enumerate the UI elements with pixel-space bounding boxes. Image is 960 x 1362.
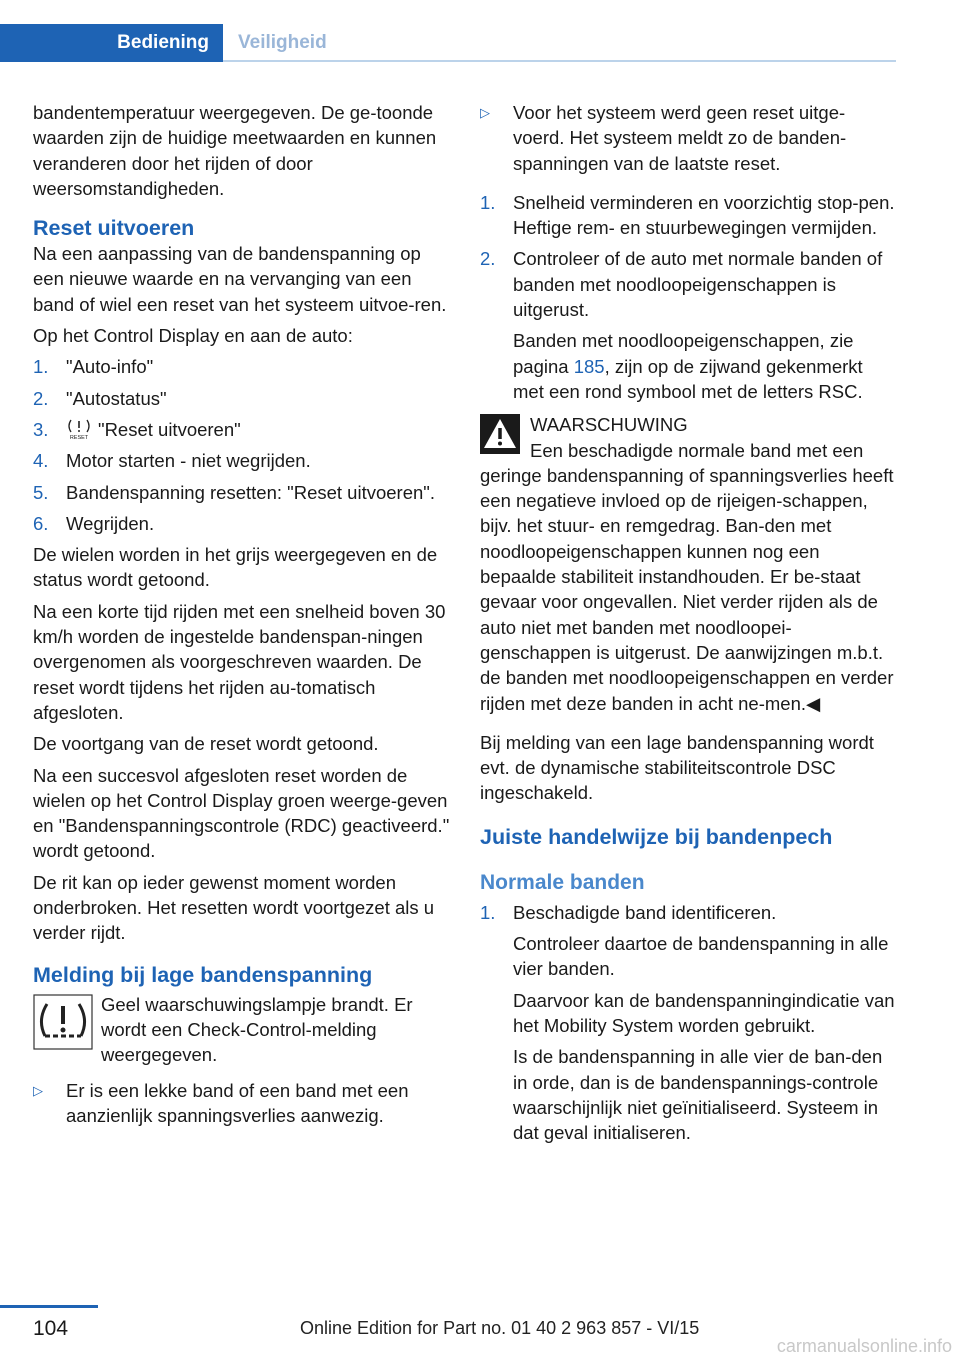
- list-number: 3.: [33, 418, 49, 440]
- paragraph: De rit kan op ieder gewenst moment worden onderbroken. Het resetten wordt voortgezet als u verder rijdt.: [33, 871, 435, 944]
- edition-footer: Online Edition for Part no. 01 40 2 963 857 - VI/15: [300, 1318, 700, 1338]
- dsc-paragraph: Bij melding van een lage bandenspanning wordt evt. de dynamische stabiliteitscontrole DSC ingeschakeld.: [480, 731, 874, 804]
- list-text: Motor starten - niet wegrijden.: [66, 450, 311, 472]
- list-text: "Auto-info": [66, 356, 154, 378]
- bullet-item: [33, 1078, 451, 1129]
- reset-paragraph-2: Op het Control Display en aan de auto:: [33, 325, 353, 347]
- list-text: Bandenspanning resetten: "Reset uitvoeren".: [66, 481, 435, 503]
- list-item: [480, 246, 896, 404]
- paragraph: Na een succesvol afgesloten reset worden de wielen op het Control Display groen weerge‐geven en "Bandenspanningscontrole (RDC) geactiveerd." wordt getoond.: [33, 764, 450, 862]
- watermark: carmanualsonline.info: [776, 1336, 952, 1356]
- chapter-tabbar: [0, 24, 896, 62]
- flat-tire-heading: Juiste handelwijze bij bandenpech: [480, 824, 833, 849]
- list-subparagraph: Controleer daartoe de bandenspanning in alle vier banden.: [513, 933, 889, 980]
- warning-text: geringe bandenspanning of spanningsverlies heeft een negatieve invloed op de rijeigen‐schappen, bijv. het stuur- en remgedrag. Ban‐den met noodloopeigenschappen kunnen nog een bepaalde stabiliteit instandhouden. Er be‐staat gevaar voor ongevallen. Niet verder rijden als de auto niet met banden met noodloopei‐genschappen is uitgerust. De aanwijzingen m.b.t. de banden met noodloopeigenschappen en verder rijden met deze banden in acht ne‐men.◀: [480, 464, 894, 714]
- page-number-rule: [0, 1305, 98, 1308]
- page-number: 104: [33, 1317, 69, 1340]
- list-number: 1.: [33, 356, 49, 378]
- list-text: "Autostatus": [66, 387, 167, 409]
- warning-first-line: Een beschadigde normale band met een: [530, 439, 864, 461]
- triangle-bullet-icon: ▷: [33, 1082, 43, 1098]
- triangle-bullet-icon: ▷: [480, 105, 490, 120]
- reset-paragraph-1: Na een aanpassing van de bandenspanning op een nieuwe waarde en na vervanging van een band of wiel een reset van het systeem uitvoe‐ren.: [33, 243, 447, 315]
- list-item: [33, 480, 451, 505]
- low-pressure-text: Geel waarschuwingslampje brandt. Er wordt een Check-Control-melding weergegeven.: [101, 993, 413, 1066]
- list-subparagraph: Is de bandenspanning in alle vier de ban‐den in orde, dan is de bandenspannings‐controle waarschijnlijk niet geïnitialiseerd. Systeem in dat geval initialiseren.: [513, 1046, 883, 1144]
- low-pressure-heading: Melding bij lage bandenspanning: [33, 962, 373, 987]
- list-item: [33, 354, 451, 379]
- list-text: Controleer of de auto met normale banden of banden met noodloopeigenschappen is uitgerust.: [513, 248, 883, 321]
- list-subparagraph: Daarvoor kan de bandenspanningindicatie van het Mobility System worden gebruikt.: [513, 989, 895, 1036]
- sub-text: , zijn op de zijwand gekenmerkt met een rond symbool met de letters RSC.: [513, 355, 863, 402]
- list-text: Beschadigde band identificeren.: [513, 901, 777, 923]
- list-item: [480, 900, 896, 1146]
- list-item: [33, 417, 451, 442]
- right-column: [480, 100, 896, 1151]
- paragraph: De wielen worden in het grijs weergegeven en de status wordt getoond.: [33, 544, 438, 591]
- warning-block: [480, 412, 896, 463]
- tab-veiligheid[interactable]: Veiligheid: [238, 32, 327, 53]
- list-number: 2.: [480, 248, 496, 270]
- page-link[interactable]: 185: [573, 355, 605, 377]
- reset-heading: Reset uitvoeren: [33, 216, 195, 241]
- warning-title: WAARSCHUWING: [530, 414, 688, 436]
- list-text: Wegrijden.: [66, 512, 155, 534]
- bullet-text: Voor het systeem werd geen reset uitge‐voerd. Het systeem meldt zo de banden‐spanningen van de laatste reset.: [513, 102, 847, 174]
- list-number: 4.: [33, 450, 49, 472]
- list-text: Snelheid verminderen en voorzichtig stop‐pen. Heftige rem- en stuurbewegingen vermijden.: [513, 191, 895, 239]
- paragraph: Na een korte tijd rijden met een snelheid boven 30 km/h worden de ingestelde bandenspan‐ningen overgenomen als voorgeschreven waarden. De reset wordt tijdens het rijden au‐tomatisch afgesloten.: [33, 600, 446, 723]
- intro-paragraph: bandentemperatuur weergegeven. De ge‐toonde waarden zijn de huidige meetwaarden en kunnen veranderen door het rijden of door weersomstandigheden.: [33, 102, 437, 199]
- tab-bediening[interactable]: Bediening: [0, 24, 223, 62]
- sub-text: Banden met noodloopeigenschappen, zie pagina: [513, 330, 854, 377]
- list-number: 1.: [480, 901, 496, 923]
- list-item: [480, 190, 896, 241]
- list-text: "Reset uitvoeren": [98, 418, 241, 440]
- bullet-item: [480, 100, 896, 176]
- list-number: 6.: [33, 512, 49, 534]
- list-number: 5.: [33, 481, 49, 503]
- list-item: [33, 386, 451, 411]
- normal-tires-heading: Normale banden: [480, 870, 645, 894]
- tire-pressure-reset-icon: [66, 418, 92, 440]
- list-number: 1.: [480, 191, 496, 213]
- warning-triangle-icon: [480, 414, 520, 454]
- bullet-text: Er is een lekke band of een band met een aanzienlijk spanningsverlies aanwezig.: [66, 1079, 409, 1126]
- list-subparagraph: [513, 328, 896, 404]
- tire-pressure-warning-icon: [33, 994, 93, 1050]
- svg-text:RESET: RESET: [69, 434, 89, 440]
- low-pressure-notice: [33, 992, 451, 1074]
- list-item: [33, 448, 451, 473]
- left-column: [33, 100, 451, 1134]
- list-item: [33, 511, 451, 536]
- list-number: 2.: [33, 387, 49, 409]
- paragraph: De voortgang van de reset wordt getoond.: [33, 733, 379, 755]
